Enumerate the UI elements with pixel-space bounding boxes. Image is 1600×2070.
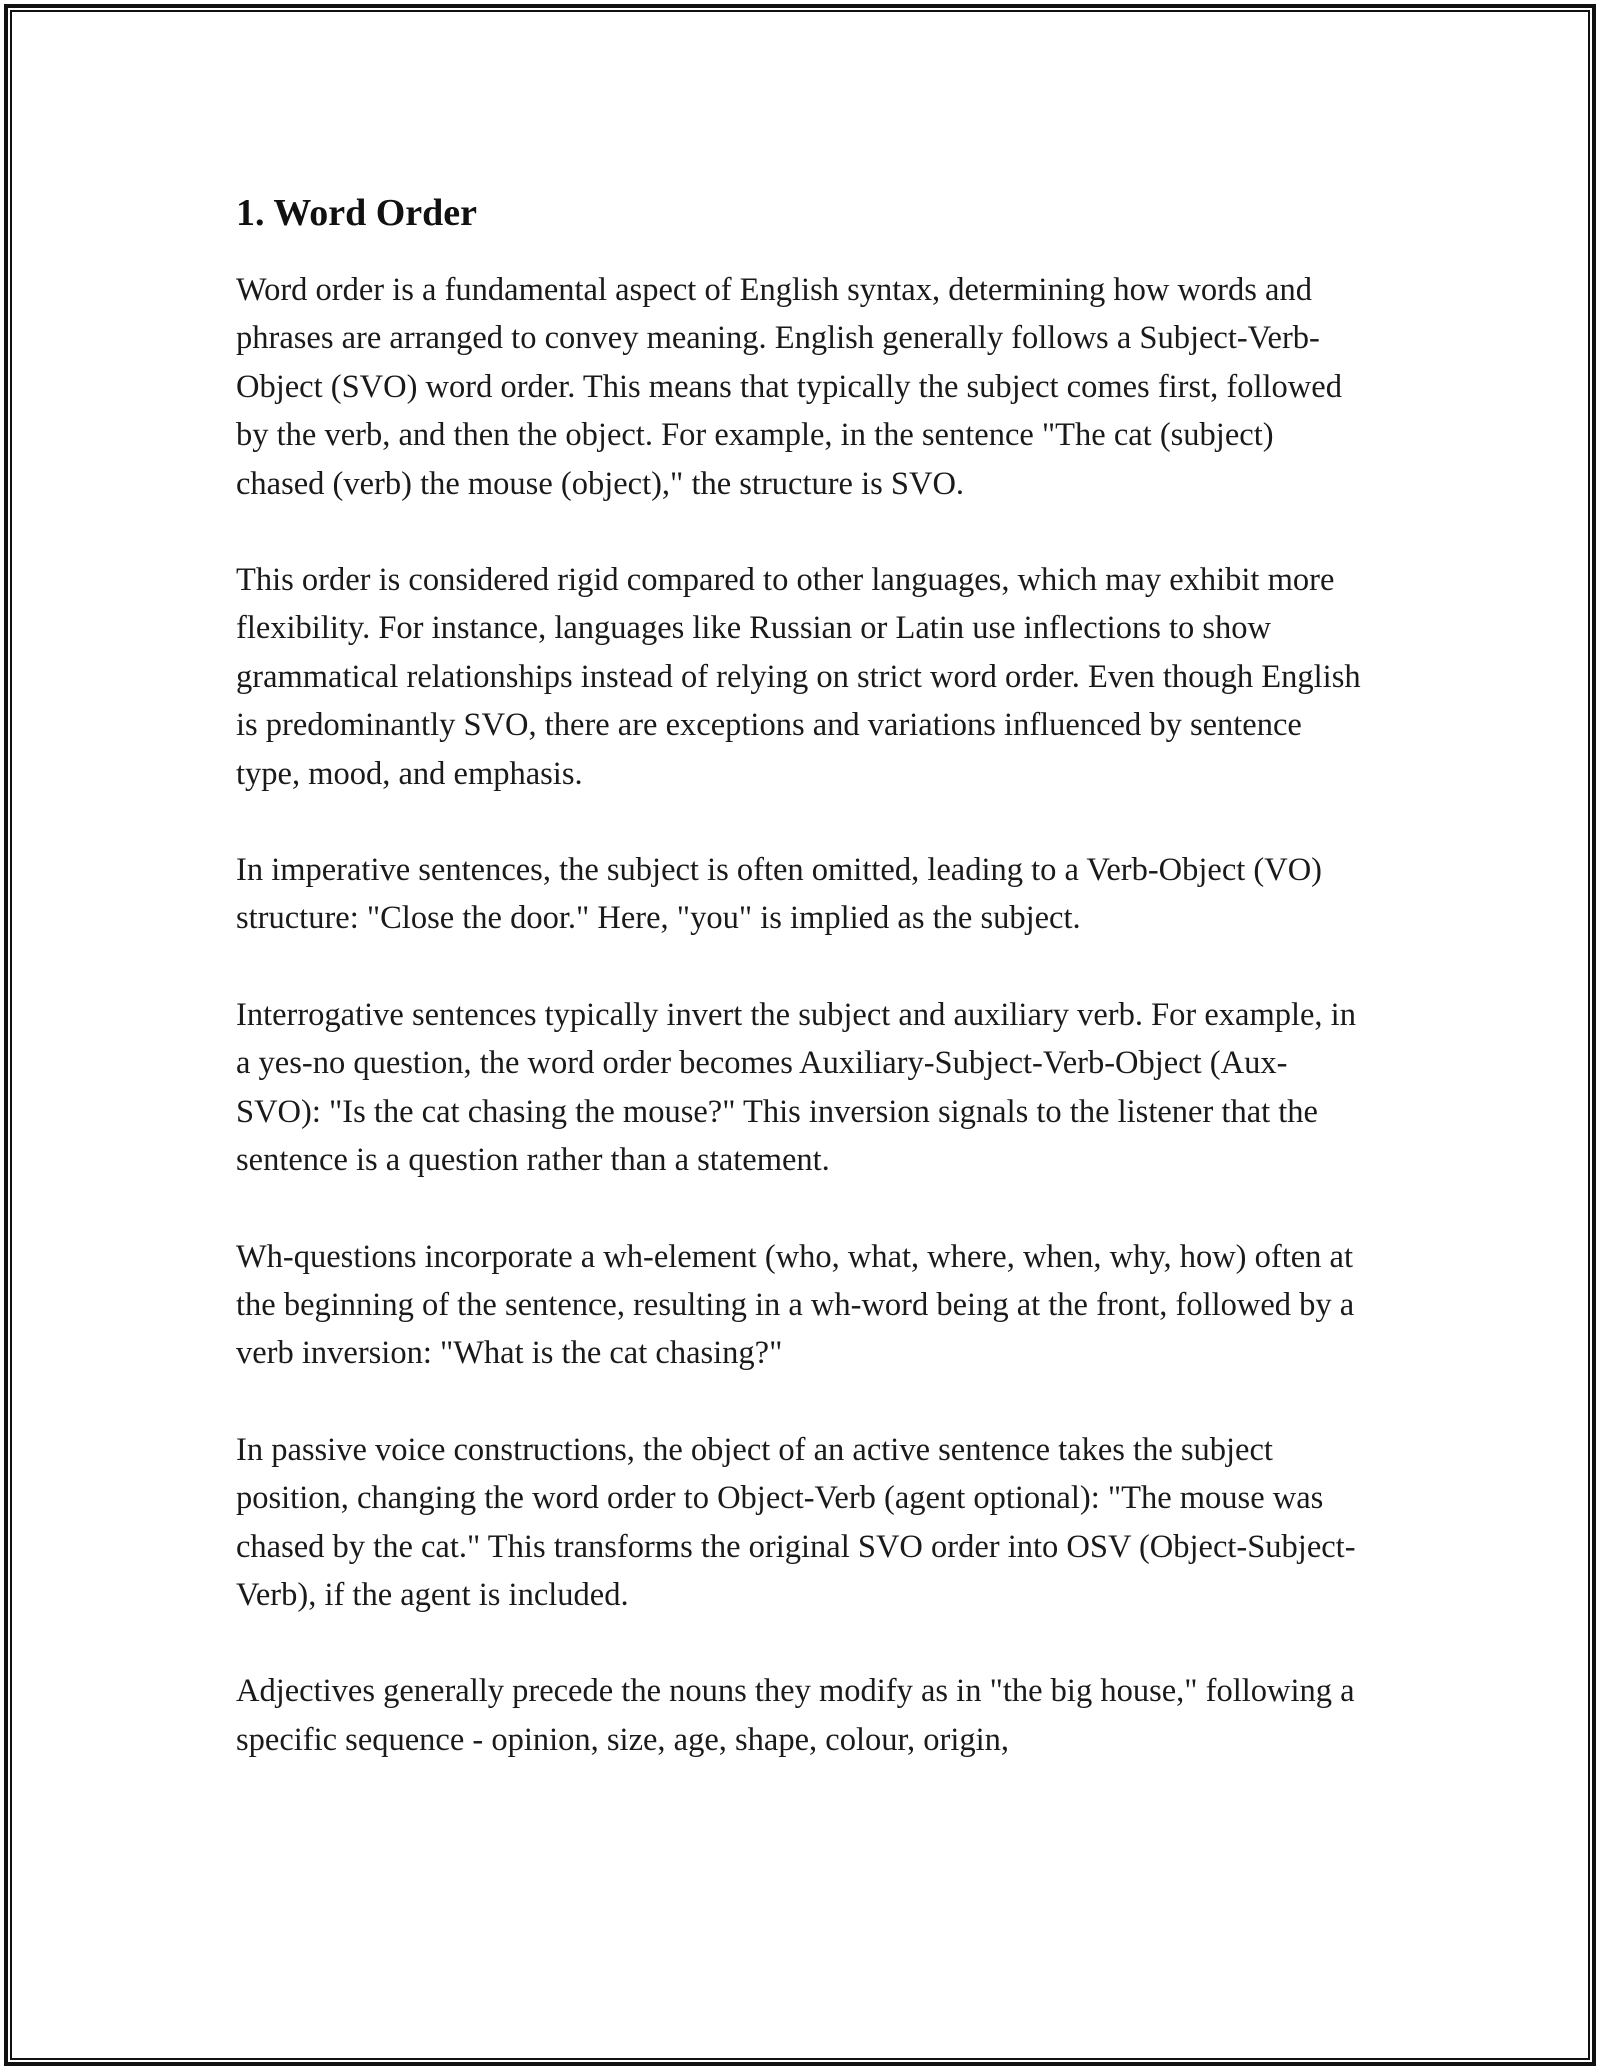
paragraph-svo-intro: Word order is a fundamental aspect of English syntax, determining how words and phrases are arranged to convey meaning. English generally follows a Subject-Verb-Object (SVO) word order. This means that typically the subject comes first, followed by the verb, and then the object. For example, in the sentence "The cat (subject) chased (verb) the mouse (object)," the structure is SVO.	[236, 272, 1342, 502]
paragraph-imperative: In imperative sentences, the subject is often omitted, leading to a Verb-Object (VO) structure: "Close the door." Here, "you" is implied as the subject.	[236, 852, 1323, 937]
section-heading: 1. Word Order	[236, 192, 478, 234]
paragraph-rigidity: This order is considered rigid compared to other languages, which may exhibit more flexibility. For instance, languages like Russian or Latin use inflections to show grammatical relationships instead of relying on strict word order. Even though English is predominantly SVO, there are exceptions and variations influenced by sentence type, mood, and emphasis.	[236, 562, 1361, 792]
paragraph-wh-questions: Wh-questions incorporate a wh-element (who, what, where, when, why, how) often at the beginning of the sentence, resulting in a wh-word being at the front, followed by a verb inversion: "What is the cat chasing?"	[236, 1238, 1355, 1372]
document-body	[236, 186, 1366, 1812]
paragraph-adjectives: Adjectives generally precede the nouns they modify as in "the big house," following a specific sequence - opinion, size, age, shape, colour, origin,	[236, 1673, 1355, 1758]
paragraph-passive-voice: In passive voice constructions, the object of an active sentence takes the subject position, changing the word order to Object-Verb (agent optional): "The mouse was chased by the cat." This transforms the original SVO order into OSV (Object-Subject-Verb), if the agent is included.	[236, 1431, 1356, 1613]
paragraph-interrogative: Interrogative sentences typically invert the subject and auxiliary verb. For example, in a yes-no question, the word order becomes Auxiliary-Subject-Verb-Object (Aux-SVO): "Is the cat chasing the mouse?" This inversion signals to the listener that the sentence is a question rather than a statement.	[236, 996, 1356, 1179]
